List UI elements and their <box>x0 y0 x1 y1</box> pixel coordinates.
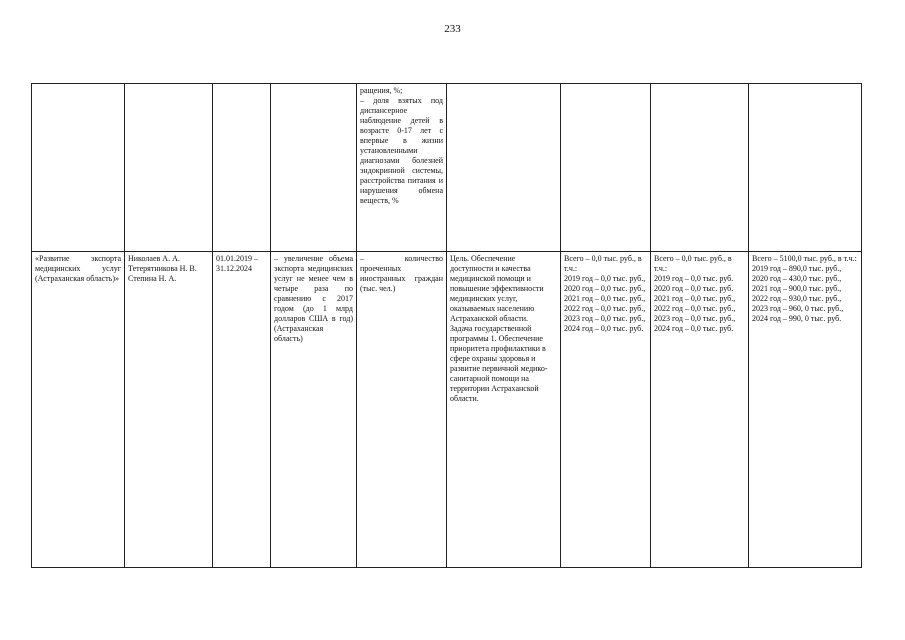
budget-cell-2 <box>651 252 749 568</box>
empty-cell <box>125 84 213 252</box>
budget-line: Всего – 5100,0 тыс. руб., в т.ч.: <box>752 254 857 263</box>
budget-line: 2020 год – 0,0 тыс. руб., <box>564 284 646 293</box>
empty-cell <box>561 84 651 252</box>
empty-cell <box>651 84 749 252</box>
goal-cell: Цель. Обеспечение доступности и качества медицинской помощи и повышение эффективности медицинских услуг, оказываемых населению Астраханской области. Задача государственной программы 1. Обеспечение приоритета профилактики в сфере охраны здоровья и развитие первичной медико-санитарной помощи на территории Астраханской области. <box>447 252 561 568</box>
budget-line: 2024 год – 0,0 тыс. руб. <box>564 324 644 333</box>
responsible-cell <box>125 252 213 568</box>
budget-line: 2021 год – 0,0 тыс. руб., <box>564 294 646 303</box>
budget-line: 2022 год – 0,0 тыс. руб., <box>564 304 646 313</box>
budget-cell-1 <box>561 252 651 568</box>
budget-line: 2022 год – 0,0 тыс. руб., <box>654 304 736 313</box>
indicator-cell: – количество проеченных иностранных граждан (тыс. чел.) <box>357 252 447 568</box>
empty-cell <box>447 84 561 252</box>
budget-line: 2019 год – 0,0 тыс. руб. <box>654 274 734 283</box>
budget-line: 2023 год – 960, 0 тыс. руб., <box>752 304 844 313</box>
budget-line: 2020 год – 0,0 тыс. руб. <box>654 284 734 293</box>
budget-line: 2019 год – 0,0 тыс. руб., <box>564 274 646 283</box>
program-table <box>31 83 862 568</box>
budget-line: 2023 год – 0,0 тыс. руб., <box>564 314 646 323</box>
budget-line: 2020 год – 430,0 тыс. руб., <box>752 274 842 283</box>
empty-cell <box>213 84 271 252</box>
empty-cell <box>32 84 125 252</box>
table-row <box>32 84 862 252</box>
page-number: 233 <box>444 23 461 35</box>
responsible-person: Николаев А. А. <box>128 254 180 263</box>
result-cell: – увеличение объема экспорта медицинских услуг не менее чем в четыре раза по сравнению с 2017 годом (до 1 млрд долларов США в год) (Астраханская область) <box>271 252 357 568</box>
empty-cell <box>271 84 357 252</box>
table-row <box>32 252 862 568</box>
indicators-cell: ращения, %; – доля взятых под диспансерное наблюдение детей в возрасте 0-17 лет с впервые в жизни установленными диагнозами болезней эндокринной системы, расстройства питания и нарушения обмена веществ, % <box>357 84 447 252</box>
period-cell: 01.01.2019 – 31.12.2024 <box>213 252 271 568</box>
project-name-cell: «Развитие экспорта медицинских услуг (Астраханская область)» <box>32 252 125 568</box>
budget-line: Всего – 0,0 тыс. руб., в т.ч.: <box>654 254 732 273</box>
budget-cell-3 <box>749 252 862 568</box>
budget-line: 2019 год – 890,0 тыс. руб., <box>752 264 842 273</box>
budget-line: 2024 год – 0,0 тыс. руб. <box>654 324 734 333</box>
budget-line: 2023 год – 0,0 тыс. руб., <box>654 314 736 323</box>
budget-line: 2021 год – 0,0 тыс. руб., <box>654 294 736 303</box>
responsible-person: Степина Н. А. <box>128 274 177 283</box>
budget-line: 2022 год – 930,0 тыс. руб., <box>752 294 842 303</box>
budget-line: Всего – 0,0 тыс. руб., в т.ч.: <box>564 254 642 273</box>
empty-cell <box>749 84 862 252</box>
budget-line: 2024 год – 990, 0 тыс. руб. <box>752 314 842 323</box>
responsible-person: Тетерятникова Н. В. <box>128 264 197 273</box>
budget-line: 2021 год – 900,0 тыс. руб., <box>752 284 842 293</box>
